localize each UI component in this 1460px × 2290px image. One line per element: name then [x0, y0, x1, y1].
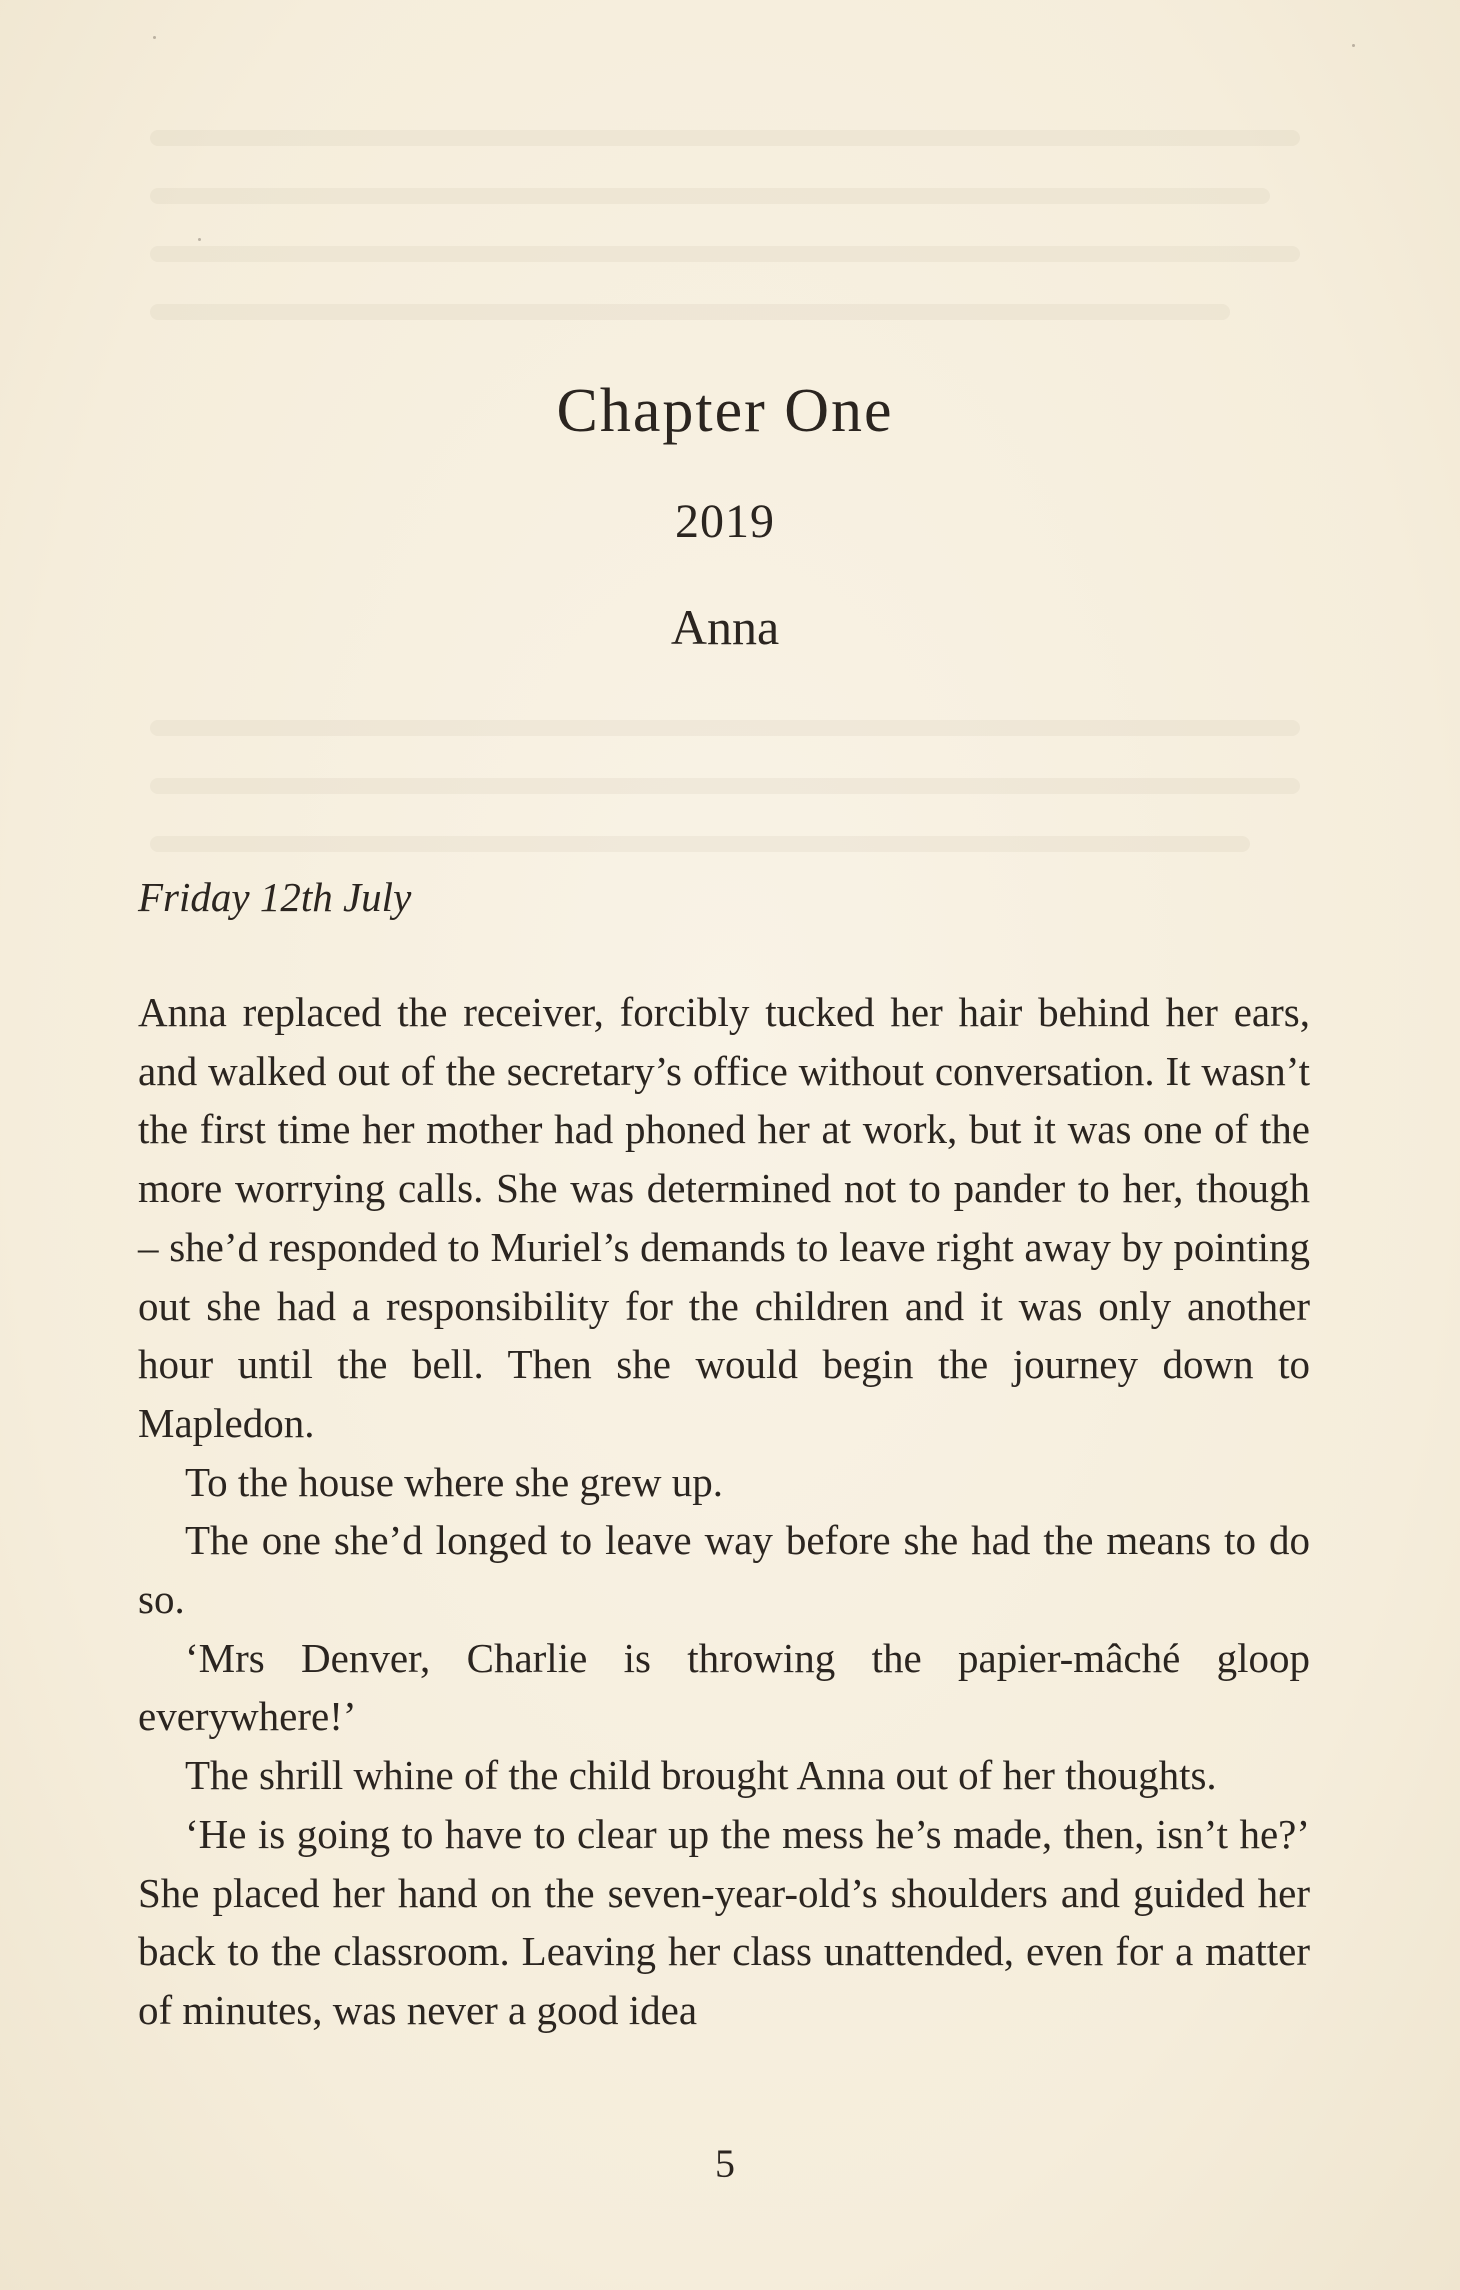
show-through-line [150, 836, 1250, 852]
show-through-line [150, 304, 1230, 320]
page-number: 5 [715, 2141, 735, 2186]
paragraph: To the house where she grew up. [185, 1458, 723, 1505]
paragraph: Anna replaced the receiver, forcibly tucked her hair behind her ears, and walked out of the secretary’s office without conversation. It wasn’t the first time her mother had phoned her at work, but it was one of the more worrying calls. She was determined not to pander to her, though – she’d responded to Muriel’s demands to leave right away by pointing out she had a responsibility for the children and it was only another hour until the bell. Then she would begin the journey down to Mapledon. [138, 989, 1310, 1446]
section-dateline: Friday 12th July [138, 874, 412, 920]
paper-speck [153, 36, 156, 39]
paragraph: ‘He is going to have to clear up the mess he’s made, then, isn’t he?’ She placed her hand on the seven-year-old’s shoulders and guided her back to the classroom. Leaving her class unattended, even for a matter of minutes, was never a good idea [138, 1810, 1310, 2033]
show-through-line [150, 246, 1300, 262]
body-text [138, 983, 1310, 2040]
show-through-line [150, 720, 1300, 736]
chapter-heading: Chapter One [556, 377, 894, 445]
show-through-line [150, 188, 1270, 204]
chapter-pov-name: Anna [670, 599, 780, 655]
show-through-line [150, 778, 1300, 794]
show-through-line [150, 130, 1300, 146]
chapter-year: 2019 [675, 495, 775, 548]
paper-speck [198, 238, 201, 241]
paragraph: The one she’d longed to leave way before she had the means to do so. [138, 1517, 1310, 1623]
paper-speck [1352, 44, 1355, 47]
paragraph: The shrill whine of the child brought Anna out of her thoughts. [185, 1752, 1217, 1799]
paragraph: ‘Mrs Denver, Charlie is throwing the papier-mâché gloop everywhere!’ [138, 1634, 1310, 1740]
